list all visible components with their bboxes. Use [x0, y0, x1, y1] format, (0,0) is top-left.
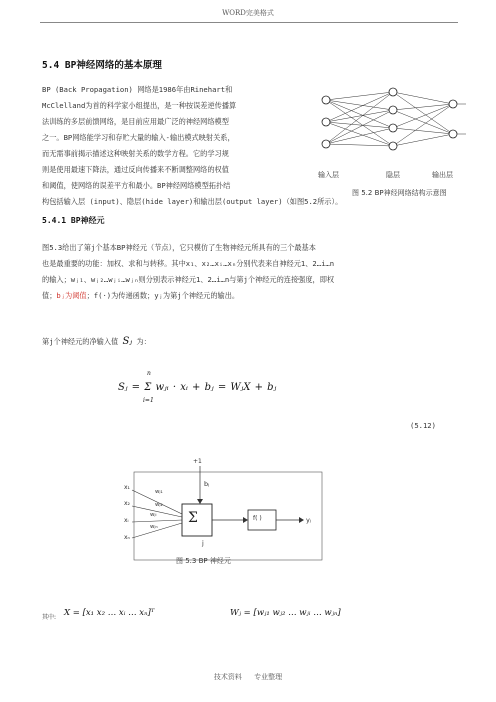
equation-number: (5.12) [410, 421, 436, 430]
intro-line: 则是使用最速下降法，通过反向传播来不断调整网络的权值 [42, 165, 229, 174]
page-footer: 技术资料 专业整理 [213, 673, 283, 681]
net-input-suffix: 为： [136, 337, 151, 346]
net-input-text: 第j个神经元的净输入值 [42, 337, 119, 346]
para-line [42, 288, 462, 304]
neuron-frame [134, 472, 322, 560]
figure-5-3-caption: 图 5.3 BP 神经元 [176, 557, 231, 565]
input-label: x₂ [124, 500, 130, 507]
input-label: x₁ [124, 484, 130, 491]
weight-label: wⱼₙ [150, 524, 158, 530]
label-hidden-layer: 隐层 [386, 171, 400, 179]
label-output-layer: 输出层 [432, 171, 453, 179]
para-line: 图5.3给出了第j个基本BP神经元（节点），它只模仿了生物神经元所具有的三个最基本 [42, 243, 316, 252]
where-prefix: 其中: [42, 614, 57, 621]
output-node [449, 130, 457, 138]
subsection-title: 5.4.1 BP神经元 [42, 216, 105, 225]
sigma-symbol: Σ [188, 510, 198, 526]
page-header: WORD完美格式 [222, 9, 274, 17]
output-node [449, 100, 457, 108]
output-label: yⱼ [306, 516, 311, 524]
header-rule [40, 22, 458, 23]
w-vector-definition: Wⱼ = [wⱼ₁ wⱼ₂ … wⱼᵢ … wⱼₙ] [230, 608, 341, 618]
threshold-highlight: bⱼ为阈值 [56, 291, 87, 300]
neuron-paragraph [42, 240, 462, 304]
section-title: 5.4 BP神经网络的基本原理 [42, 60, 162, 71]
input-connections [132, 490, 182, 538]
input-node [322, 96, 330, 104]
para-line: 也是最重要的功能：加权、求和与转移。其中x₁、x₂…xᵢ…xₙ分别代表来自神经元1、2…i…n [42, 259, 335, 268]
plus-one-label: +1 [193, 458, 202, 465]
weight-label: wⱼ₁ [155, 489, 163, 495]
label-input-layer: 输入层 [318, 171, 339, 179]
bias-label: bⱼ [204, 480, 210, 488]
para-text: ；f(·)为传递函数；yⱼ为第j个神经元的输出。 [86, 291, 240, 300]
transfer-function-label: f( ) [253, 515, 262, 522]
network-connections [326, 92, 466, 146]
input-node [322, 118, 330, 126]
x-vector-definition: X = [x₁ x₂ … xᵢ … xₙ]ᵀ [64, 608, 155, 618]
input-label: xₙ [124, 534, 130, 541]
sum-upper-limit: n [147, 370, 151, 377]
input-label: xᵢ [124, 517, 129, 524]
intro-line: McClelland为首的科学家小组提出，是一种按误差逆传播算 [42, 101, 237, 110]
node-label: j [202, 539, 204, 547]
net-input-symbol: Sⱼ [122, 336, 133, 347]
intro-line: 法训练的多层前馈网络，是目前应用最广泛的神经网络模型 [42, 117, 229, 126]
hidden-node [389, 88, 397, 96]
para-line: 的输入；wⱼ₁、wⱼ₂…wⱼᵢ…wⱼₙ则分别表示神经元1、2…i…n与第j个神经元的连接强度，即权 [42, 275, 335, 284]
input-node [322, 140, 330, 148]
hidden-node [389, 142, 397, 150]
weight-label: wⱼ₂ [155, 502, 163, 508]
sum-lower-limit: i=1 [143, 397, 154, 404]
intro-line: 而无需事前揭示描述这种映射关系的数学方程。它的学习规 [42, 149, 229, 158]
para-text: 值； [42, 291, 57, 300]
weight-label: wⱼᵢ [150, 512, 157, 518]
intro-line: 和阈值，使网络的误差平方和最小。BP神经网络模型拓扑结 [42, 181, 231, 190]
figure-5-2-caption: 图 5.2 BP神经网络结构示意图 [352, 189, 447, 197]
intro-line: 之一。BP网络能学习和存贮大量的输入-输出模式映射关系， [42, 133, 235, 142]
hidden-node [389, 106, 397, 114]
formula-5-12: Sⱼ = Σ wⱼᵢ · xᵢ + bⱼ = WⱼX + bⱼ [118, 382, 277, 393]
net-input-line [42, 334, 151, 350]
intro-paragraph [42, 82, 343, 210]
intro-line: 构包括输入层 (input)、隐层(hide layer)和输出层(output layer)（如图5.2所示）。 [42, 197, 343, 206]
intro-line: BP (Back Propagation) 网络是1986年由Rinehart和 [42, 85, 233, 94]
hidden-node [389, 124, 397, 132]
